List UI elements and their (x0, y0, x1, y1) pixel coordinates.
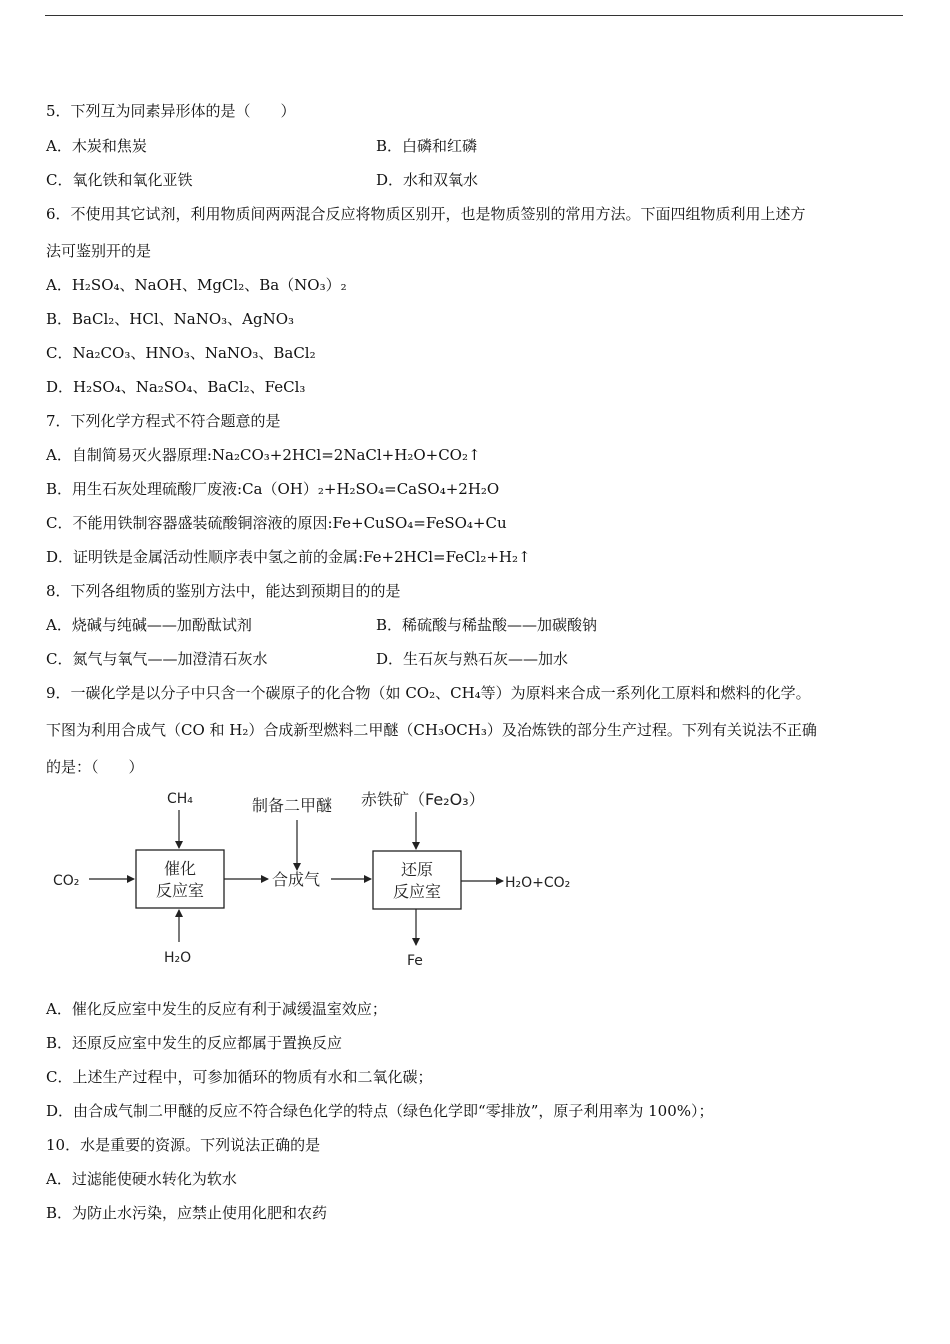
q9-option-d: D．由合成气制二甲醚的反应不符合绿色化学的特点（绿色化学即“零排放”，原子利用率为 100%）； (46, 1102, 714, 1120)
q9-option-b: B．还原反应室中发生的反应都属于置换反应 (46, 1034, 343, 1052)
box2-line1: 还原 (400, 860, 434, 879)
q5-option-d: D．水和双氧水 (376, 171, 479, 189)
q6-option-b: B．BaCl₂、HCl、NaNO₃、AgNO₃ (46, 310, 295, 328)
label-h2o-co2: H₂O+CO₂ (505, 875, 571, 891)
q8-option-d: D．生石灰与熟石灰——加水 (376, 650, 569, 668)
q7-stem: 7．下列化学方程式不符合题意的是 (46, 412, 281, 430)
q7-option-b: B．用生石灰处理硫酸厂废液:Ca（OH）₂+H₂SO₄=CaSO₄+2H₂O (46, 480, 500, 498)
q9-option-c: C．上述生产过程中，可参加循环的物质有水和二氧化碳； (46, 1068, 433, 1086)
label-ch4: CH₄ (167, 791, 193, 807)
process-flow-diagram (46, 782, 606, 982)
label-h2o: H₂O (164, 950, 192, 966)
q9-option-a: A．催化反应室中发生的反应有利于减缓温室效应； (46, 1000, 387, 1018)
q10-option-b: B．为防止水污染，应禁止使用化肥和农药 (46, 1204, 328, 1222)
label-fe: Fe (407, 953, 423, 969)
q5-option-b: B．白磷和红磷 (376, 137, 478, 155)
q5-option-a: A．木炭和焦炭 (46, 137, 147, 155)
q5-option-c: C．氧化铁和氧化亚铁 (46, 171, 193, 189)
q6-option-a: A．H₂SO₄、NaOH、MgCl₂、Ba（NO₃）₂ (46, 276, 347, 294)
q6-option-d: D．H₂SO₄、Na₂SO₄、BaCl₂、FeCl₃ (46, 378, 306, 396)
q9-stem-line3: 的是：（ ） (46, 758, 144, 776)
box2-line2: 反应室 (392, 882, 442, 901)
q8-option-a: A．烧碱与纯碱——加酚酞试剂 (46, 616, 252, 634)
q8-option-c: C．氮气与氧气——加澄清石灰水 (46, 650, 268, 668)
label-syngas: 合成气 (272, 870, 321, 889)
label-co2: CO₂ (53, 873, 80, 889)
box1-line2: 反应室 (155, 881, 205, 900)
q7-option-a: A．自制简易灭火器原理:Na₂CO₃+2HCl=2NaCl+H₂O+CO₂↑ (46, 446, 481, 464)
q7-option-d: D．证明铁是金属活动性顺序表中氢之前的金属:Fe+2HCl=FeCl₂+H₂↑ (46, 548, 531, 566)
q8-stem: 8．下列各组物质的鉴别方法中，能达到预期目的的是 (46, 582, 401, 600)
q9-stem-line2: 下图为利用合成气（CO 和 H₂）合成新型燃料二甲醚（CH₃OCH₃）及冶炼铁的部分生产过程。下列有关说法不正确 (46, 721, 817, 739)
q6-option-c: C．Na₂CO₃、HNO₃、NaNO₃、BaCl₂ (46, 344, 316, 362)
q6-stem-line2: 法可鉴别开的是 (46, 242, 152, 260)
header-rule (45, 15, 903, 16)
label-hematite: 赤铁矿（Fe₂O₃） (361, 790, 485, 809)
q10-option-a: A．过滤能使硬水转化为软水 (46, 1170, 237, 1188)
q8-option-b: B．稀硫酸与稀盐酸——加碳酸钠 (376, 616, 598, 634)
q5-stem: 5．下列互为同素异形体的是（ ） (46, 102, 296, 120)
q6-stem-line1: 6．不使用其它试剂，利用物质间两两混合反应将物质区别开，也是物质签别的常用方法。下面四组物质利用上述方 (46, 205, 806, 223)
q9-stem-line1: 9．一碳化学是以分子中只含一个碳原子的化合物（如 CO₂、CH₄等）为原料来合成一系列化工原料和燃料的化学。 (46, 684, 811, 702)
box1-line1: 催化 (163, 859, 197, 878)
q10-stem: 10．水是重要的资源。下列说法正确的是 (46, 1136, 321, 1154)
label-prepare-dme: 制备二甲醚 (252, 796, 333, 815)
q7-option-c: C．不能用铁制容器盛装硫酸铜溶液的原因:Fe+CuSO₄=FeSO₄+Cu (46, 514, 507, 532)
